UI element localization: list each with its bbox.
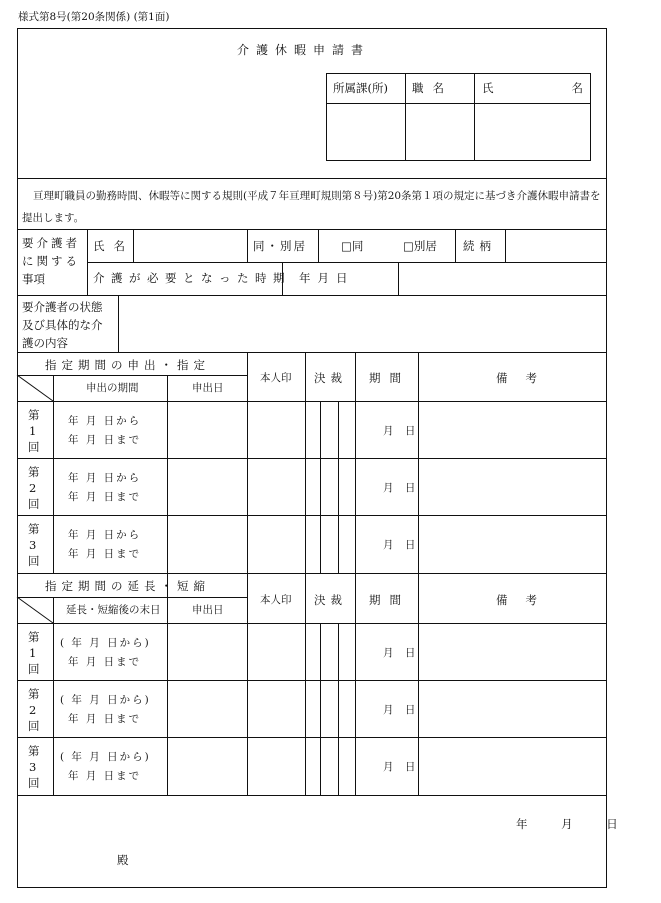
period-to[interactable]: 年 月 日まで [68, 434, 142, 446]
name-field[interactable] [475, 104, 590, 160]
extension-to[interactable]: 年 月 日まで [68, 656, 142, 668]
form-title: 介護休暇申請書 [237, 43, 371, 57]
position-label: 職名 [412, 81, 453, 95]
diagonal-cell [17, 597, 53, 623]
extension-term[interactable]: 月 日 [383, 647, 420, 659]
extension-row-num: 回 [28, 662, 40, 676]
period-row-num: 回 [28, 497, 40, 511]
extension-from[interactable]: ( 年 月 日から) [60, 694, 151, 706]
condition-label-3: 護の内容 [22, 336, 68, 350]
period-row-num: 第 [28, 465, 40, 479]
diagonal-cell [17, 375, 53, 401]
extension-row-num: 第 [28, 744, 40, 758]
extension-col-seal: 本人印 [260, 594, 292, 606]
position-field[interactable] [406, 104, 474, 160]
period-col-date: 申出日 [192, 382, 224, 394]
period-from[interactable]: 年 月 日から [68, 472, 142, 484]
period-row-num: 回 [28, 440, 40, 454]
extension-from[interactable]: ( 年 月 日から) [60, 751, 151, 763]
recipient-name-field[interactable] [134, 230, 246, 262]
period-row-num: 2 [29, 481, 37, 495]
relation-field[interactable] [506, 230, 606, 262]
extension-header: 指定期間の延長・短縮 [45, 579, 210, 593]
extension-row-num: 回 [28, 719, 40, 733]
period-from[interactable]: 年 月 日から [68, 529, 142, 541]
period-col-seal: 本人印 [260, 372, 292, 384]
period-term[interactable]: 月 日 [383, 425, 420, 437]
condition-field[interactable] [119, 296, 606, 351]
care-recipient-label-1: 要介護者 [22, 236, 80, 250]
statement-line-2: 提出します。 [22, 212, 85, 224]
period-term[interactable]: 月 日 [383, 482, 420, 494]
extension-row-num: 1 [29, 646, 37, 660]
extension-col-remarks: 備考 [496, 593, 555, 607]
extension-row-num: 第 [28, 630, 40, 644]
care-time-label: 介護が必要となった時期 [93, 271, 291, 285]
condition-label-1: 要介護者の状態 [22, 300, 103, 314]
separate-residence-checkbox[interactable]: □別居 [403, 239, 437, 253]
period-col-approval: 決裁 [314, 371, 347, 385]
period-row-num: 1 [29, 424, 37, 438]
period-col-term: 期間 [369, 371, 410, 385]
care-recipient-label-2: に関する [22, 254, 80, 268]
extension-col-term: 期間 [369, 593, 410, 607]
dept-label: 所属課(所) [333, 81, 388, 95]
care-recipient-label-3: 事項 [22, 272, 45, 286]
recipient-name-label: 氏名 [93, 239, 134, 253]
period-to[interactable]: 年 月 日まで [68, 491, 142, 503]
name-label: 氏名 [482, 81, 661, 95]
period-term[interactable]: 月 日 [383, 539, 420, 551]
period-from[interactable]: 年 月 日から [68, 415, 142, 427]
extension-row-num: 回 [28, 776, 40, 790]
period-header: 指定期間の申出・指定 [45, 358, 210, 372]
extension-from[interactable]: ( 年 月 日から) [60, 637, 151, 649]
care-time-date[interactable]: 年月日 [299, 271, 355, 285]
period-row-num: 第 [28, 522, 40, 536]
same-residence-checkbox[interactable]: □同 [341, 239, 364, 253]
extension-row-num: 2 [29, 703, 37, 717]
period-col-remarks: 備考 [496, 371, 555, 385]
extension-col-period: 延長・短縮後の末日 [66, 604, 161, 616]
statement-line-1: 亘理町職員の勤務時間、休暇等に関する規則(平成７年亘理町規則第８号)第20条第１項の規定に基づき介護休暇申請書を [33, 190, 601, 202]
period-to[interactable]: 年 月 日まで [68, 548, 142, 560]
extension-row-num: 第 [28, 687, 40, 701]
period-row-num: 回 [28, 554, 40, 568]
extension-term[interactable]: 月 日 [383, 704, 420, 716]
extension-row-num: 3 [29, 760, 37, 774]
extension-to[interactable]: 年 月 日まで [68, 770, 142, 782]
addressee-label: 殿 [117, 853, 129, 867]
extension-term[interactable]: 月 日 [383, 761, 420, 773]
extension-col-date: 申出日 [192, 604, 224, 616]
footer-date[interactable]: 年 月 日 [516, 817, 633, 831]
period-row-num: 3 [29, 538, 37, 552]
period-col-period: 申出の期間 [86, 382, 139, 394]
residence-label: 同・別居 [253, 239, 307, 253]
extension-col-approval: 決裁 [314, 593, 347, 607]
extension-to[interactable]: 年 月 日まで [68, 713, 142, 725]
condition-label-2: 及び具体的な介 [22, 318, 103, 332]
relation-label: 続柄 [463, 239, 496, 253]
period-row-num: 第 [28, 408, 40, 422]
form-number: 様式第8号(第20条関係) (第1面) [18, 11, 170, 23]
dept-field[interactable] [327, 104, 405, 160]
